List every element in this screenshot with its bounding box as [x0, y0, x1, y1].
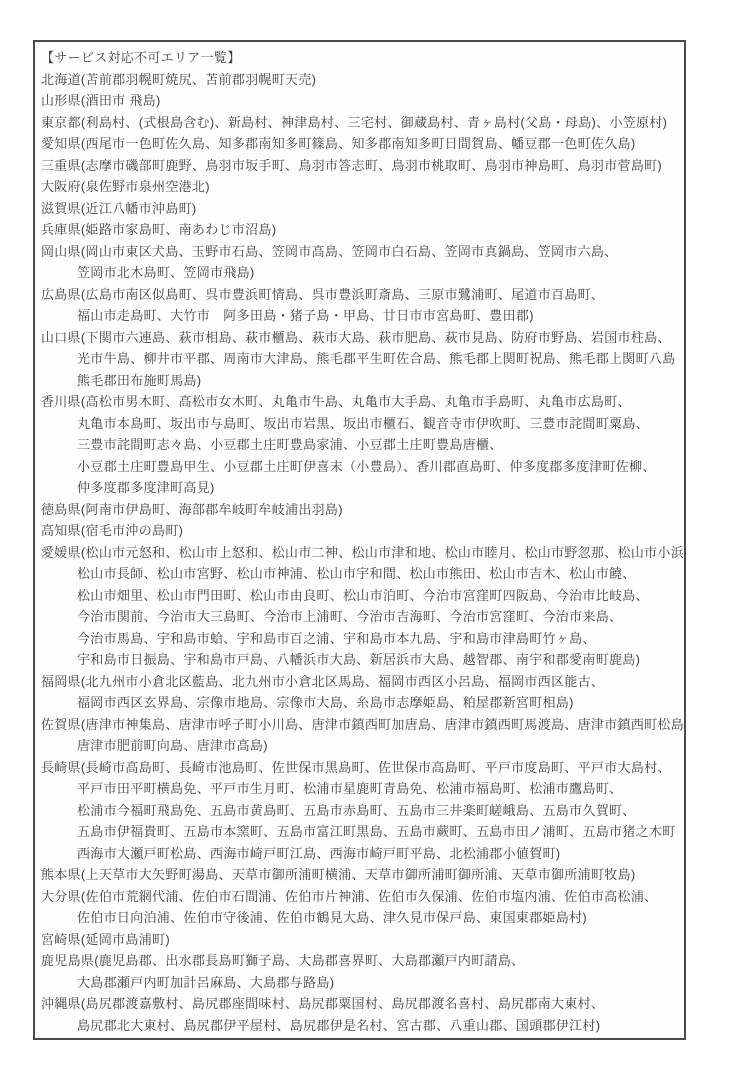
- area-entry-line: 平戸市田平町横島免、平戸市生月町、松浦市星鹿町青島免、松浦市福島町、松浦市鷹島町、: [77, 781, 623, 796]
- service-unavailable-area-box: [33, 40, 686, 1040]
- area-entry-line: 長崎県(長崎市高島町、長崎市池島町、佐世保市黒島町、佐世保市高島町、平戸市度島町、平戸市大島村、: [41, 759, 671, 775]
- area-entry-line: 宇和島市日振島、宇和島市戸島、八幡浜市大島、新居浜市大島、越智郡、南宇和郡愛南町鹿島): [77, 652, 641, 667]
- area-entry-line: 滋賀県(近江八幡市沖島町): [41, 200, 197, 216]
- area-entry-line: 松浦市今福町飛島免、五島市黄島町、五島市赤島町、五島市三井楽町嵯峨島、五島市久賀町、: [77, 802, 636, 818]
- area-entry-line: 香川県(高松市男木町、高松市女木町、丸亀市牛島、丸亀市大手島、丸亀市手島町、丸亀市広島町、: [41, 394, 631, 409]
- area-entry-line: 福岡県(北九州市小倉北区藍島、北九州市小倉北区馬島、福岡市西区小呂島、福岡市西区能古、: [41, 673, 605, 689]
- area-entry-line: 佐賀県(唐津市神集島、唐津市呼子町小川島、唐津市鎮西町加唐島、唐津市鎮西町馬渡島、唐津市鎮西町松島: [41, 716, 685, 732]
- area-entry-line: 熊毛郡田布施町馬島): [77, 372, 202, 388]
- area-entry-line: 五島市伊福貴町、五島市本窯町、五島市富江町黒島、五島市蕨町、五島市田ノ浦町、五島市猪之木町: [77, 824, 676, 839]
- area-entry-line: 北海道(苫前郡羽幌町焼尻、苫前郡羽幌町天売): [41, 71, 317, 87]
- area-entry-line: 徳島県(阿南市伊島町、海部郡牟岐町牟岐浦出羽島): [41, 501, 343, 517]
- area-entry-line: 宮崎県(延岡市島浦町): [41, 931, 170, 947]
- area-entry-line: 佐伯市日向泊浦、佐伯市守後浦、佐伯市鶴見大島、津久見市保戸島、東国東郡姫島村): [77, 910, 588, 925]
- area-entry-line: 笠岡市北木島町、笠岡市飛島): [77, 265, 255, 280]
- area-entry-line: 沖縄県(島尻郡渡嘉敷村、島尻郡座間味村、島尻郡粟国村、島尻郡渡名喜村、島尻郡南大東村、: [41, 996, 605, 1011]
- area-entry-line: 岡山県(岡山市東区犬島、玉野市石島、笠岡市高島、笠岡市白石島、笠岡市真鍋島、笠岡市六島、: [41, 243, 618, 259]
- area-entry-line: 大分県(佐伯市荒網代浦、佐伯市石間浦、佐伯市片神浦、佐伯市久保浦、佐伯市塩内浦、佐伯市高松浦、: [41, 888, 658, 904]
- area-entry-line: 兵庫県(姫路市家島町、南あわじ市沼島): [41, 222, 277, 237]
- area-entry-line: 松山市長師、松山市宮野、松山市神浦、松山市宇和間、松山市熊田、松山市吉木、松山市饒、: [77, 566, 636, 581]
- area-entry-line: 大阪府(泉佐野市泉州空港北): [41, 179, 210, 194]
- area-entry-line: 松山市畑里、松山市門田町、松山市由良町、松山市泊町、今治市宮窪町四阪島、今治市比岐島、: [77, 587, 649, 603]
- area-entry-line: 島尻郡北大東村、島尻郡伊平屋村、島尻郡伊是名村、宮古郡、八重山郡、国頭郡伊江村): [77, 1017, 601, 1033]
- area-entry-line: 熊本県(上天草市大矢野町湯島、天草市御所浦町横浦、天草市御所浦町御所浦、天草市御所浦町牧島): [41, 867, 636, 882]
- area-entry-line: 今治市馬島、宇和島市蛤、宇和島市百之浦、宇和島市本九島、宇和島市津島町竹ヶ島、: [77, 630, 596, 646]
- area-entry-line: 東京都(利島村、(式根島含む)、新島村、神津島村、三宅村、御蔵島村、青ヶ島村(父島・母島)、小笠原村): [41, 114, 668, 130]
- area-entry-line: 唐津市肥前町向島、唐津市高島): [77, 738, 268, 753]
- list-title: 【サービス対応不可エリア一覧】: [41, 50, 241, 65]
- area-entry-line: 福岡市西区玄界島、宗像市地島、宗像市大島、糸島市志摩姫島、粕屋郡新宮町相島): [77, 695, 574, 710]
- area-entry-line: 三豊市詫間町志々島、小豆郡土庄町豊島家浦、小豆郡土庄町豊島唐櫃、: [77, 437, 503, 452]
- area-entry-line: 鹿児島県(鹿児島郡、出水郡長島町獅子島、大島郡喜界町、大島郡瀬戸内町請島、: [41, 953, 525, 968]
- area-entry-line: 山口県(下関市六連島、萩市相島、萩市櫃島、萩市大島、萩市肥島、萩市見島、防府市野島、岩国市柱島、: [41, 329, 671, 345]
- area-entry-line: 小豆郡土庄町豊島甲生、小豆郡土庄町伊喜末（小豊島）、香川郡直島町、仲多度郡多度津町佐柳、: [77, 458, 656, 474]
- area-entry-line: 三重県(志摩市磯部町鹿野、鳥羽市坂手町、鳥羽市答志町、鳥羽市桃取町、鳥羽市神島町、鳥羽市菅島町): [41, 157, 663, 173]
- area-entry-line: 西海市大瀬戸町松島、西海市崎戸町江島、西海市崎戸町平島、北松浦郡小値賀町): [77, 845, 561, 861]
- area-entry-line: 愛知県(西尾市一色町佐久島、知多郡南知多町篠島、知多郡南知多町日間賀島、幡豆郡一色町佐久島): [41, 136, 636, 151]
- area-entry-line: 愛媛県(松山市元怒和、松山市上怒和、松山市二神、松山市津和地、松山市睦月、松山市野忽那、松山市小浜: [41, 544, 685, 560]
- area-entry-line: 高知県(宿毛市沖の島町): [41, 523, 184, 538]
- area-entry-line: 光市牛島、柳井市平郡、周南市大津島、熊毛郡平生町佐合島、熊毛郡上関町祝島、熊毛郡上関町八島: [77, 351, 676, 366]
- area-entry-line: 仲多度郡多度津町高見): [77, 480, 215, 495]
- area-entry-line: 広島県(広島市南区似島町、呉市豊浜町情島、呉市豊浜町斎島、三原市鷺浦町、尾道市百島町、: [41, 286, 605, 302]
- area-entry-line: 福山市走島町、大竹市 阿多田島・猪子島・甲島、廿日市市宮島町、豊田郡): [77, 308, 534, 323]
- area-list: [41, 69, 685, 1037]
- area-entry-line: 大島郡瀬戸内町加計呂麻島、大島郡与路島): [77, 974, 335, 990]
- area-entry-line: 丸亀市本島町、坂出市与島町、坂出市岩黒、坂出市櫃石、観音寺市伊吹町、三豊市詫間町粟島、: [77, 415, 649, 431]
- area-entry-line: 山形県(酒田市 飛島): [41, 93, 161, 108]
- area-entry-line: 今治市関前、今治市大三島町、今治市上浦町、今治市吉海町、今治市宮窪町、今治市来島、: [77, 609, 623, 624]
